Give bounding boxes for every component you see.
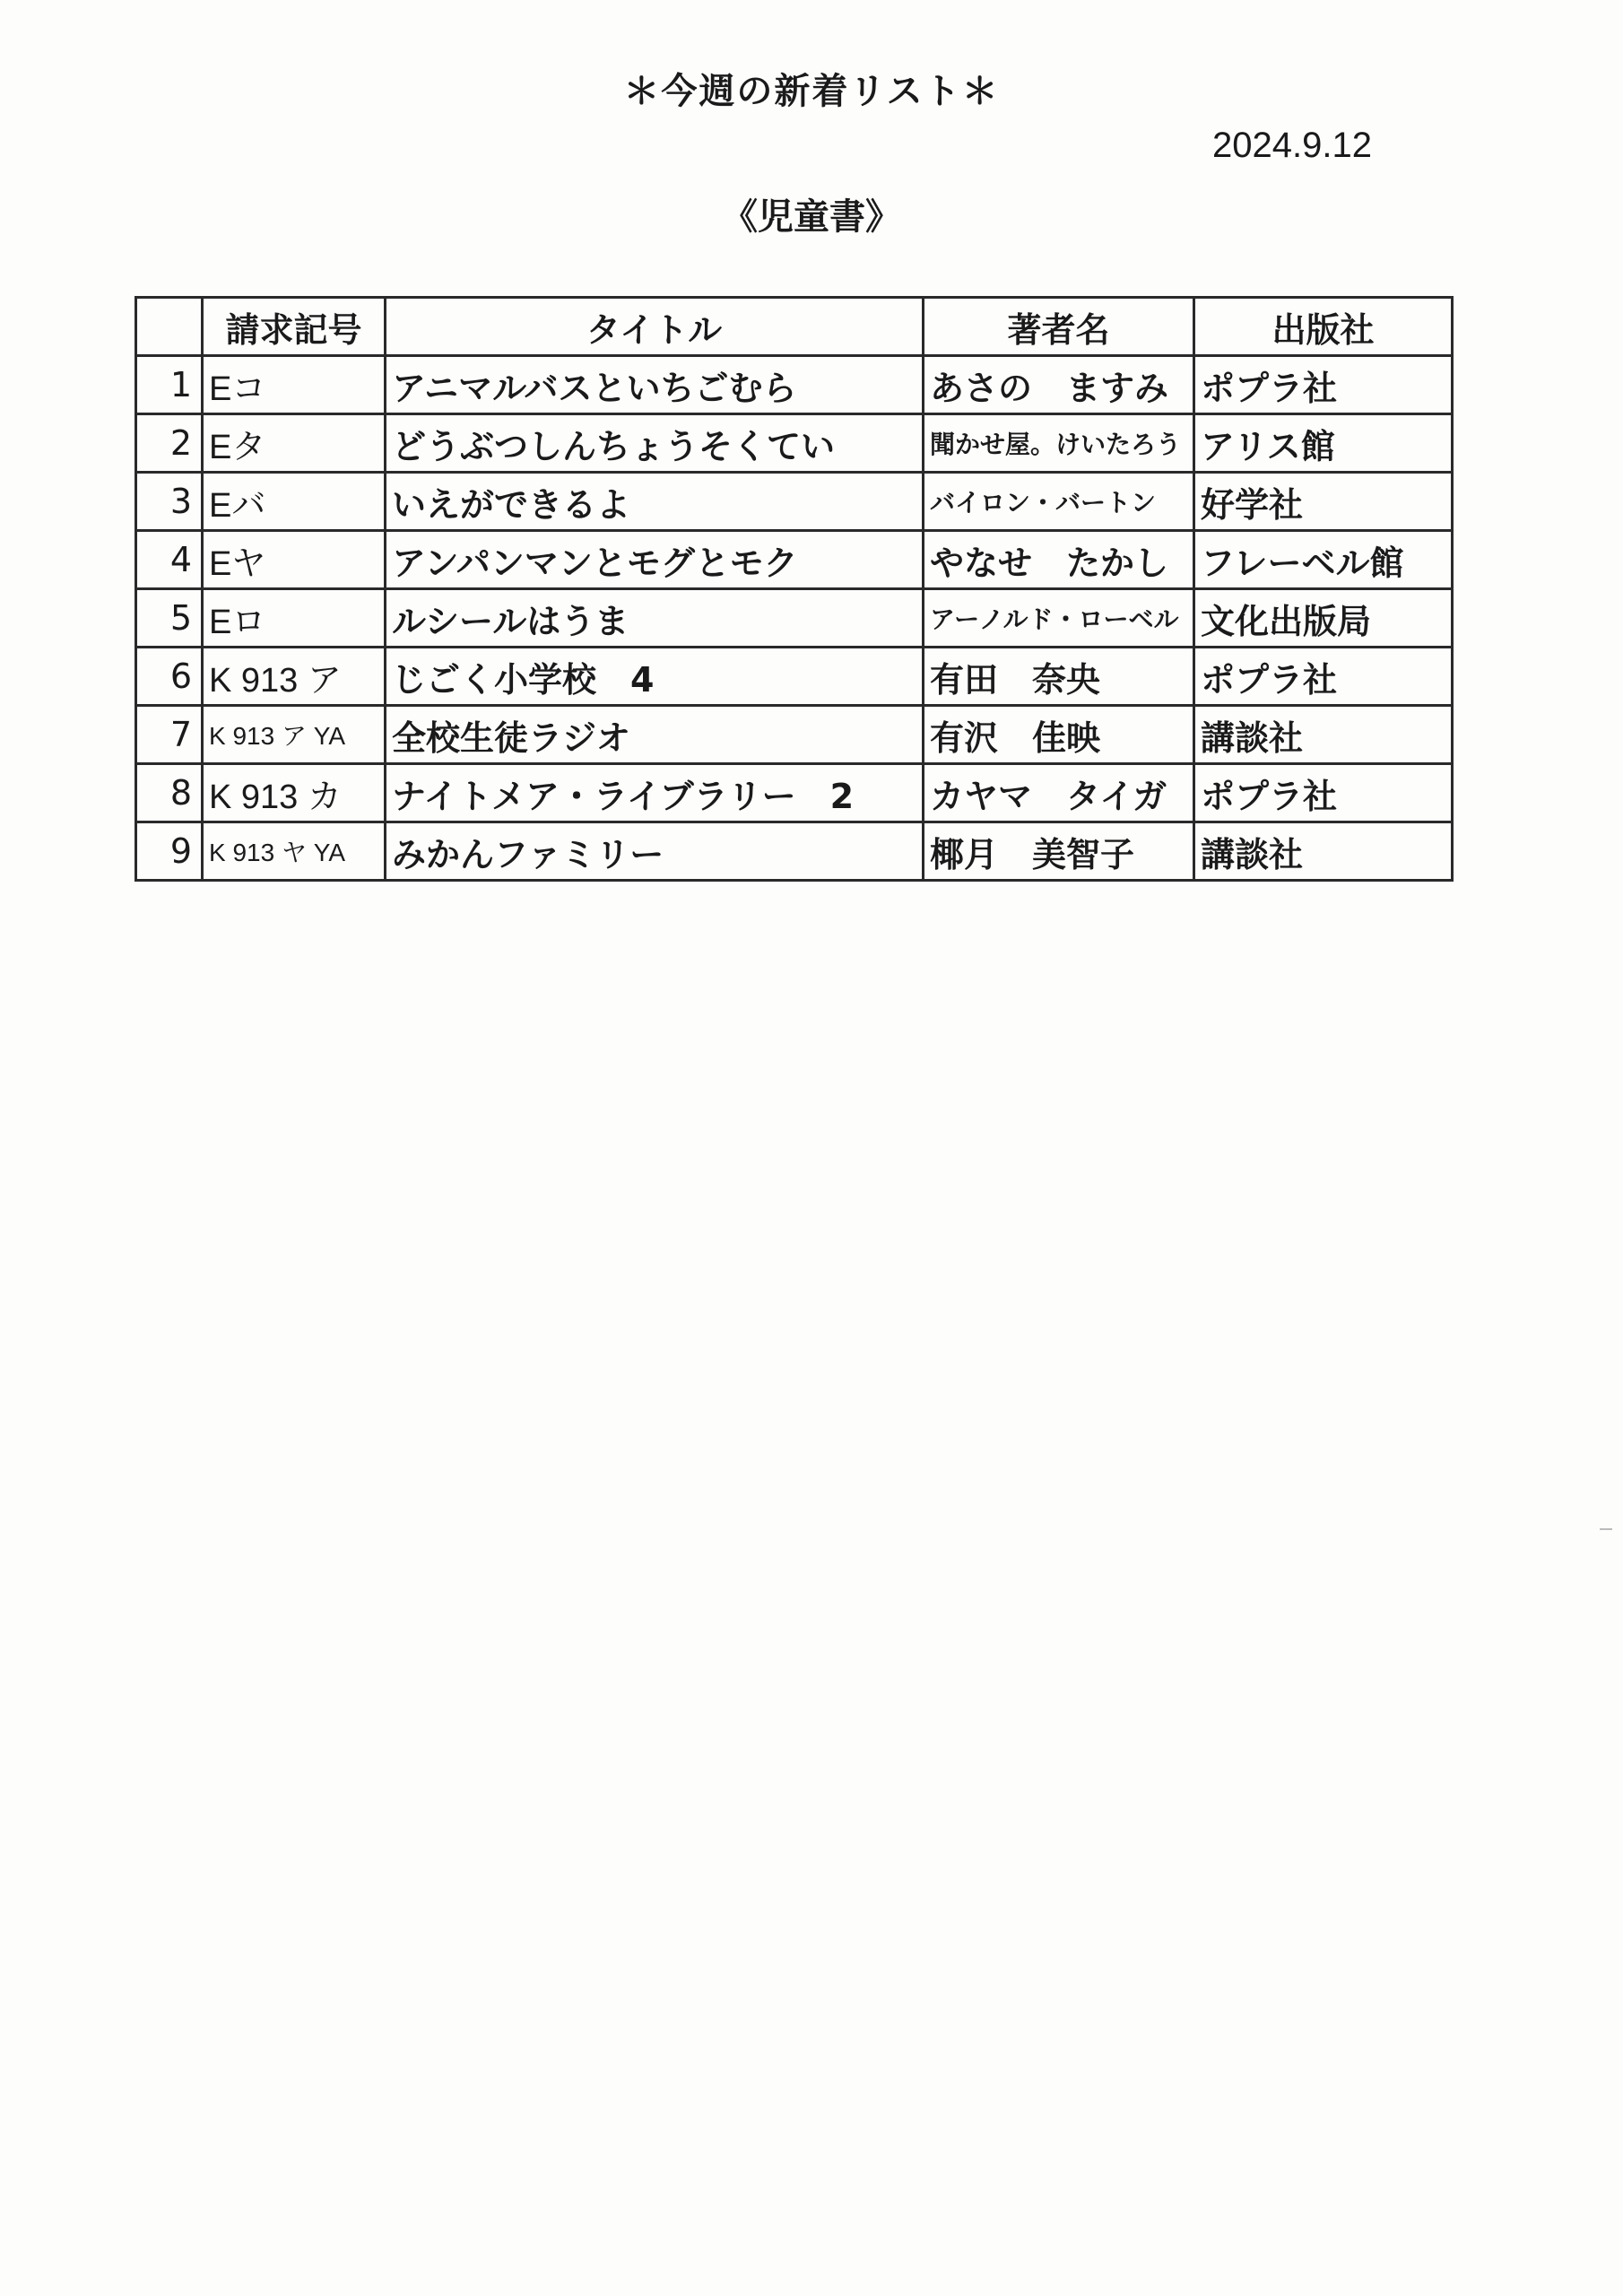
row-number: 5 [136,589,203,648]
table-row [136,822,1453,881]
table-row [136,764,1453,822]
publisher: 好学社 [1194,473,1453,531]
new-arrivals-table [135,296,1454,882]
header-call-number: 請求記号 [203,298,386,356]
row-number: 4 [136,531,203,589]
book-title: ルシールはうま [386,589,924,648]
document-date: 2024.9.12 [1212,126,1372,165]
author: 有田 奈央 [924,648,1194,706]
author: 聞かせ屋。けいたろう [924,414,1194,473]
table-row [136,414,1453,473]
header-title: タイトル [386,298,924,356]
book-title: いえができるよ [386,473,924,531]
category-heading: 《児童書》 [722,196,901,238]
author: バイロン・バートン [924,473,1194,531]
row-number: 8 [136,764,203,822]
author: アーノルド・ローベル [924,589,1194,648]
row-number: 1 [136,356,203,414]
header-number [136,298,203,356]
table-row [136,589,1453,648]
book-title: アニマルバスといちごむら [386,356,924,414]
book-title: みかんファミリー [386,822,924,881]
publisher: 文化出版局 [1194,589,1453,648]
book-title: どうぶつしんちょうそくてい [386,414,924,473]
row-number: 3 [136,473,203,531]
header-publisher: 出版社 [1194,298,1453,356]
call-number: K 913 ア YA [203,706,386,764]
publisher: アリス館 [1194,414,1453,473]
author: カヤマ タイガ [924,764,1194,822]
row-number: 6 [136,648,203,706]
table-row [136,356,1453,414]
call-number: Eヤ [203,531,386,589]
table-row [136,706,1453,764]
header-author: 著者名 [924,298,1194,356]
table-row [136,648,1453,706]
table-header-row [136,298,1453,356]
publisher: ポプラ社 [1194,356,1453,414]
book-title: ナイトメア・ライブラリー 2 [386,764,924,822]
author: 有沢 佳映 [924,706,1194,764]
row-number: 9 [136,822,203,881]
publisher: ポプラ社 [1194,764,1453,822]
call-number: Eロ [203,589,386,648]
author: あさの ますみ [924,356,1194,414]
publisher: ポプラ社 [1194,648,1453,706]
publisher: 講談社 [1194,822,1453,881]
call-number: Eバ [203,473,386,531]
book-title: 全校生徒ラジオ [386,706,924,764]
row-number: 2 [136,414,203,473]
author: 椰月 美智子 [924,822,1194,881]
publisher: 講談社 [1194,706,1453,764]
row-number: 7 [136,706,203,764]
call-number: K 913 ヤ YA [203,822,386,881]
author: やなせ たかし [924,531,1194,589]
call-number: K 913 ア [203,648,386,706]
table-row [136,473,1453,531]
document-title: ＊今週の新着リスト＊ [623,71,1000,112]
book-title: じごく小学校 4 [386,648,924,706]
table-row [136,531,1453,589]
call-number: K 913 カ [203,764,386,822]
call-number: Eコ [203,356,386,414]
book-title: アンパンマンとモグとモク [386,531,924,589]
scan-mark [1600,1528,1612,1530]
call-number: Eタ [203,414,386,473]
publisher: フレーベル館 [1194,531,1453,589]
